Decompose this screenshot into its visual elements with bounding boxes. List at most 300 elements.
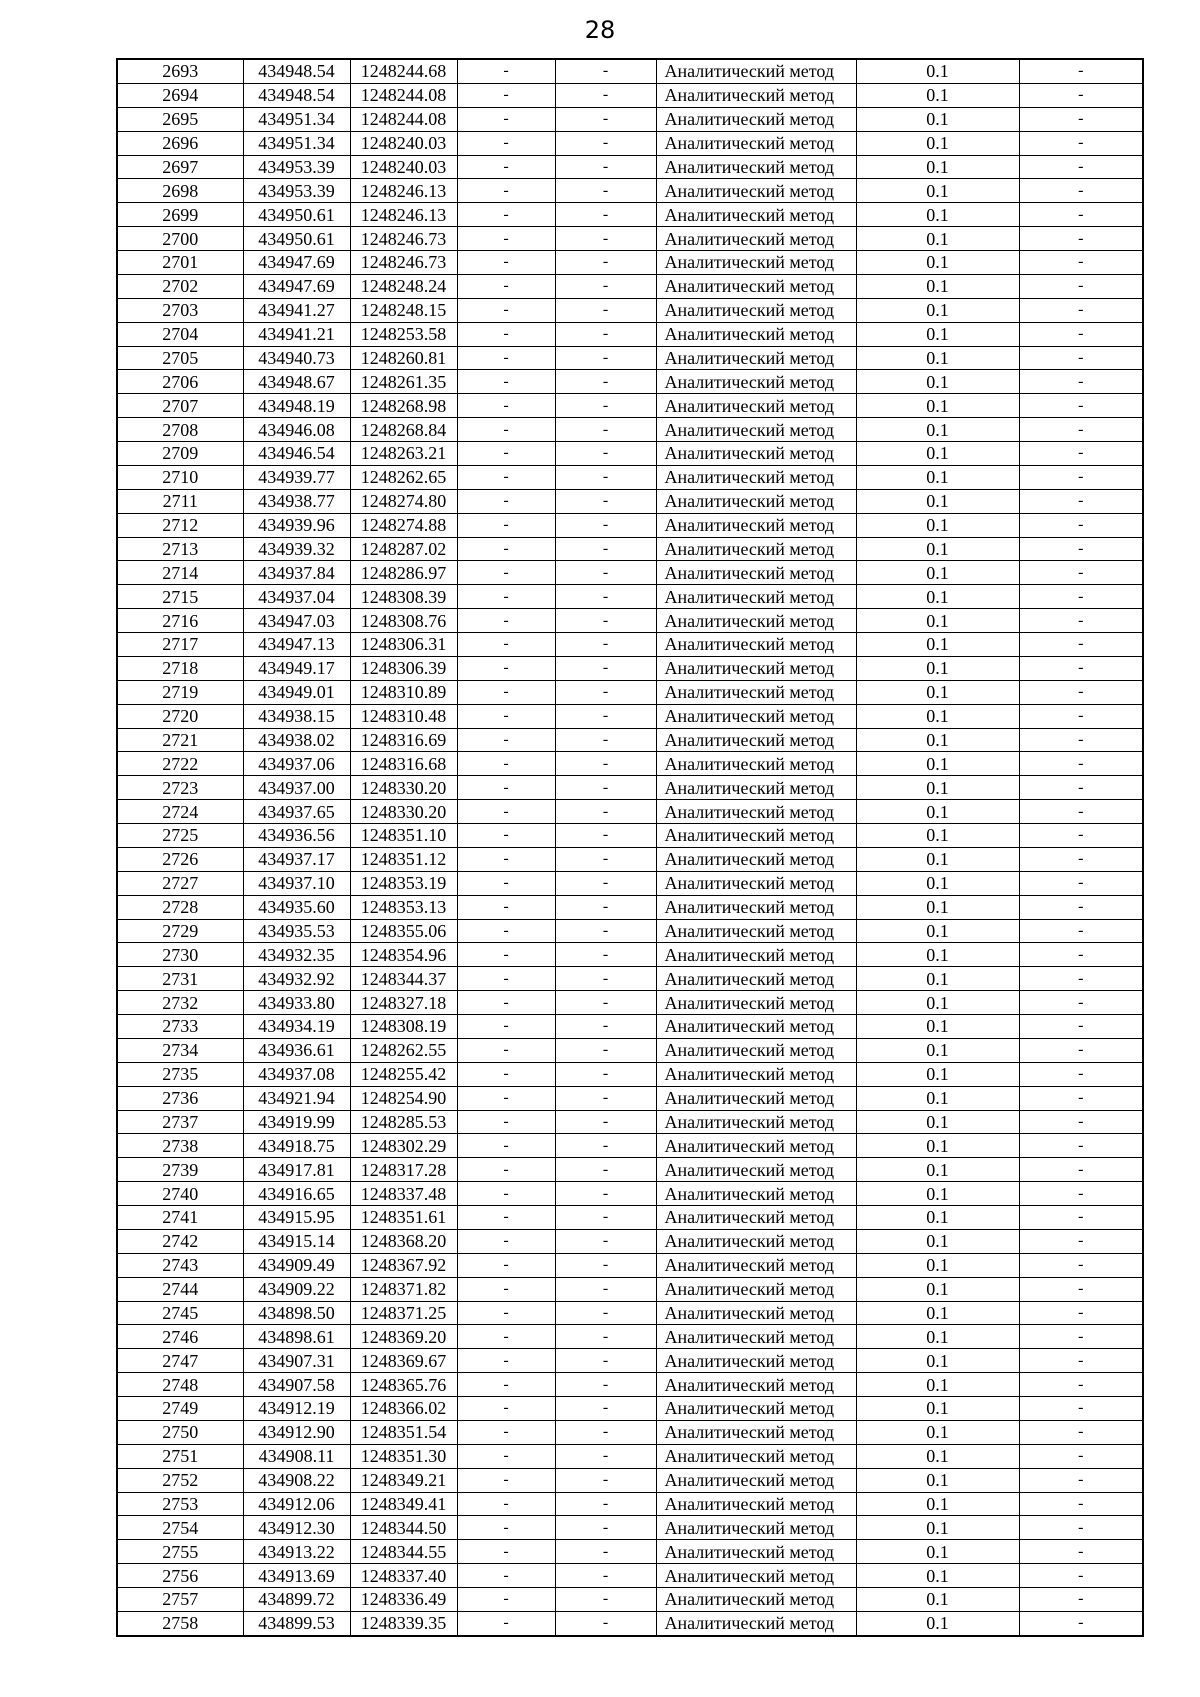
accuracy-cell: 0.1 <box>856 107 1019 131</box>
empty-value-cell: - <box>1019 418 1143 442</box>
method-cell: Аналитический метод <box>656 1588 856 1612</box>
accuracy-cell: 0.1 <box>856 609 1019 633</box>
table-row <box>117 991 1143 1015</box>
point-number-cell: 2745 <box>117 1301 243 1325</box>
method-cell: Аналитический метод <box>656 465 856 489</box>
method-cell: Аналитический метод <box>656 1134 856 1158</box>
accuracy-cell: 0.1 <box>856 537 1019 561</box>
empty-value-cell: - <box>457 824 555 848</box>
empty-value-cell: - <box>1019 1444 1143 1468</box>
table-row <box>117 1253 1143 1277</box>
empty-value-cell: - <box>1019 656 1143 680</box>
accuracy-cell: 0.1 <box>856 251 1019 275</box>
method-cell: Аналитический метод <box>656 704 856 728</box>
point-number-cell: 2709 <box>117 442 243 466</box>
table-row <box>117 274 1143 298</box>
point-number-cell: 2731 <box>117 967 243 991</box>
empty-value-cell: - <box>1019 1253 1143 1277</box>
y-coordinate-cell: 1248263.21 <box>350 442 457 466</box>
point-number-cell: 2707 <box>117 394 243 418</box>
empty-value-cell: - <box>555 704 656 728</box>
y-coordinate-cell: 1248371.25 <box>350 1301 457 1325</box>
table-row <box>117 59 1143 83</box>
point-number-cell: 2724 <box>117 800 243 824</box>
empty-value-cell: - <box>1019 609 1143 633</box>
method-cell: Аналитический метод <box>656 1564 856 1588</box>
x-coordinate-cell: 434937.00 <box>243 776 350 800</box>
table-row <box>117 322 1143 346</box>
accuracy-cell: 0.1 <box>856 1516 1019 1540</box>
x-coordinate-cell: 434935.60 <box>243 895 350 919</box>
empty-value-cell: - <box>457 967 555 991</box>
accuracy-cell: 0.1 <box>856 895 1019 919</box>
method-cell: Аналитический метод <box>656 1086 856 1110</box>
empty-value-cell: - <box>555 1611 656 1636</box>
x-coordinate-cell: 434918.75 <box>243 1134 350 1158</box>
method-cell: Аналитический метод <box>656 609 856 633</box>
table-row <box>117 251 1143 275</box>
method-cell: Аналитический метод <box>656 1229 856 1253</box>
method-cell: Аналитический метод <box>656 561 856 585</box>
method-cell: Аналитический метод <box>656 633 856 657</box>
empty-value-cell: - <box>555 800 656 824</box>
accuracy-cell: 0.1 <box>856 346 1019 370</box>
empty-value-cell: - <box>1019 1062 1143 1086</box>
x-coordinate-cell: 434937.84 <box>243 561 350 585</box>
empty-value-cell: - <box>1019 1110 1143 1134</box>
empty-value-cell: - <box>555 967 656 991</box>
table-row <box>117 800 1143 824</box>
x-coordinate-cell: 434939.32 <box>243 537 350 561</box>
x-coordinate-cell: 434936.56 <box>243 824 350 848</box>
x-coordinate-cell: 434948.67 <box>243 370 350 394</box>
y-coordinate-cell: 1248368.20 <box>350 1229 457 1253</box>
empty-value-cell: - <box>457 1158 555 1182</box>
table-row <box>117 1158 1143 1182</box>
table-row <box>117 465 1143 489</box>
table-row <box>117 131 1143 155</box>
y-coordinate-cell: 1248262.65 <box>350 465 457 489</box>
table-row <box>117 1588 1143 1612</box>
table-row <box>117 1086 1143 1110</box>
empty-value-cell: - <box>1019 1277 1143 1301</box>
empty-value-cell: - <box>555 1301 656 1325</box>
accuracy-cell: 0.1 <box>856 1229 1019 1253</box>
point-number-cell: 2717 <box>117 633 243 657</box>
empty-value-cell: - <box>555 251 656 275</box>
x-coordinate-cell: 434899.53 <box>243 1611 350 1636</box>
empty-value-cell: - <box>457 1564 555 1588</box>
point-number-cell: 2734 <box>117 1038 243 1062</box>
empty-value-cell: - <box>457 1516 555 1540</box>
table-row <box>117 1468 1143 1492</box>
y-coordinate-cell: 1248367.92 <box>350 1253 457 1277</box>
accuracy-cell: 0.1 <box>856 967 1019 991</box>
x-coordinate-cell: 434947.69 <box>243 274 350 298</box>
empty-value-cell: - <box>1019 680 1143 704</box>
method-cell: Аналитический метод <box>656 656 856 680</box>
x-coordinate-cell: 434932.92 <box>243 967 350 991</box>
accuracy-cell: 0.1 <box>856 131 1019 155</box>
accuracy-cell: 0.1 <box>856 1373 1019 1397</box>
x-coordinate-cell: 434949.17 <box>243 656 350 680</box>
empty-value-cell: - <box>457 609 555 633</box>
page-number: 28 <box>584 16 616 44</box>
x-coordinate-cell: 434915.95 <box>243 1206 350 1230</box>
point-number-cell: 2703 <box>117 298 243 322</box>
empty-value-cell: - <box>1019 1038 1143 1062</box>
table-row <box>117 919 1143 943</box>
empty-value-cell: - <box>555 1182 656 1206</box>
point-number-cell: 2696 <box>117 131 243 155</box>
empty-value-cell: - <box>555 1158 656 1182</box>
y-coordinate-cell: 1248246.73 <box>350 251 457 275</box>
empty-value-cell: - <box>457 370 555 394</box>
empty-value-cell: - <box>457 346 555 370</box>
method-cell: Аналитический метод <box>656 871 856 895</box>
method-cell: Аналитический метод <box>656 1277 856 1301</box>
accuracy-cell: 0.1 <box>856 274 1019 298</box>
x-coordinate-cell: 434912.30 <box>243 1516 350 1540</box>
empty-value-cell: - <box>1019 1086 1143 1110</box>
x-coordinate-cell: 434947.69 <box>243 251 350 275</box>
empty-value-cell: - <box>457 1492 555 1516</box>
x-coordinate-cell: 434908.22 <box>243 1468 350 1492</box>
empty-value-cell: - <box>457 943 555 967</box>
y-coordinate-cell: 1248337.40 <box>350 1564 457 1588</box>
empty-value-cell: - <box>555 1468 656 1492</box>
x-coordinate-cell: 434937.10 <box>243 871 350 895</box>
table-row <box>117 633 1143 657</box>
x-coordinate-cell: 434916.65 <box>243 1182 350 1206</box>
table-row <box>117 370 1143 394</box>
empty-value-cell: - <box>457 442 555 466</box>
point-number-cell: 2748 <box>117 1373 243 1397</box>
point-number-cell: 2729 <box>117 919 243 943</box>
y-coordinate-cell: 1248351.54 <box>350 1420 457 1444</box>
empty-value-cell: - <box>555 1253 656 1277</box>
method-cell: Аналитический метод <box>656 179 856 203</box>
empty-value-cell: - <box>555 203 656 227</box>
empty-value-cell: - <box>555 1325 656 1349</box>
empty-value-cell: - <box>555 227 656 251</box>
y-coordinate-cell: 1248344.50 <box>350 1516 457 1540</box>
empty-value-cell: - <box>1019 752 1143 776</box>
empty-value-cell: - <box>555 394 656 418</box>
table-row <box>117 1062 1143 1086</box>
accuracy-cell: 0.1 <box>856 418 1019 442</box>
x-coordinate-cell: 434899.72 <box>243 1588 350 1612</box>
empty-value-cell: - <box>1019 1301 1143 1325</box>
accuracy-cell: 0.1 <box>856 1564 1019 1588</box>
y-coordinate-cell: 1248308.76 <box>350 609 457 633</box>
y-coordinate-cell: 1248310.48 <box>350 704 457 728</box>
empty-value-cell: - <box>555 1206 656 1230</box>
method-cell: Аналитический метод <box>656 59 856 83</box>
empty-value-cell: - <box>555 131 656 155</box>
point-number-cell: 2736 <box>117 1086 243 1110</box>
y-coordinate-cell: 1248316.69 <box>350 728 457 752</box>
empty-value-cell: - <box>1019 943 1143 967</box>
point-number-cell: 2728 <box>117 895 243 919</box>
accuracy-cell: 0.1 <box>856 847 1019 871</box>
empty-value-cell: - <box>457 1611 555 1636</box>
method-cell: Аналитический метод <box>656 847 856 871</box>
table-row <box>117 418 1143 442</box>
y-coordinate-cell: 1248302.29 <box>350 1134 457 1158</box>
table-row <box>117 155 1143 179</box>
method-cell: Аналитический метод <box>656 418 856 442</box>
method-cell: Аналитический метод <box>656 1182 856 1206</box>
y-coordinate-cell: 1248351.10 <box>350 824 457 848</box>
empty-value-cell: - <box>1019 1134 1143 1158</box>
empty-value-cell: - <box>1019 155 1143 179</box>
x-coordinate-cell: 434941.21 <box>243 322 350 346</box>
empty-value-cell: - <box>1019 704 1143 728</box>
accuracy-cell: 0.1 <box>856 1301 1019 1325</box>
y-coordinate-cell: 1248366.02 <box>350 1397 457 1421</box>
empty-value-cell: - <box>457 633 555 657</box>
empty-value-cell: - <box>555 1420 656 1444</box>
y-coordinate-cell: 1248285.53 <box>350 1110 457 1134</box>
y-coordinate-cell: 1248268.84 <box>350 418 457 442</box>
empty-value-cell: - <box>555 871 656 895</box>
method-cell: Аналитический метод <box>656 895 856 919</box>
empty-value-cell: - <box>555 1038 656 1062</box>
empty-value-cell: - <box>1019 585 1143 609</box>
table-row <box>117 537 1143 561</box>
empty-value-cell: - <box>457 919 555 943</box>
accuracy-cell: 0.1 <box>856 1277 1019 1301</box>
empty-value-cell: - <box>457 179 555 203</box>
empty-value-cell: - <box>1019 537 1143 561</box>
y-coordinate-cell: 1248327.18 <box>350 991 457 1015</box>
point-number-cell: 2747 <box>117 1349 243 1373</box>
x-coordinate-cell: 434934.19 <box>243 1015 350 1039</box>
table-row <box>117 943 1143 967</box>
x-coordinate-cell: 434949.01 <box>243 680 350 704</box>
method-cell: Аналитический метод <box>656 1206 856 1230</box>
empty-value-cell: - <box>1019 919 1143 943</box>
table-row <box>117 609 1143 633</box>
x-coordinate-cell: 434917.81 <box>243 1158 350 1182</box>
empty-value-cell: - <box>457 1468 555 1492</box>
accuracy-cell: 0.1 <box>856 1182 1019 1206</box>
empty-value-cell: - <box>457 1397 555 1421</box>
empty-value-cell: - <box>555 895 656 919</box>
x-coordinate-cell: 434951.34 <box>243 107 350 131</box>
accuracy-cell: 0.1 <box>856 1492 1019 1516</box>
table-row <box>117 394 1143 418</box>
empty-value-cell: - <box>555 561 656 585</box>
empty-value-cell: - <box>555 179 656 203</box>
table-row <box>117 585 1143 609</box>
empty-value-cell: - <box>1019 1420 1143 1444</box>
empty-value-cell: - <box>555 1015 656 1039</box>
y-coordinate-cell: 1248244.68 <box>350 59 457 83</box>
method-cell: Аналитический метод <box>656 943 856 967</box>
point-number-cell: 2737 <box>117 1110 243 1134</box>
empty-value-cell: - <box>555 1373 656 1397</box>
empty-value-cell: - <box>555 370 656 394</box>
y-coordinate-cell: 1248246.73 <box>350 227 457 251</box>
empty-value-cell: - <box>1019 895 1143 919</box>
table-row <box>117 298 1143 322</box>
point-number-cell: 2733 <box>117 1015 243 1039</box>
empty-value-cell: - <box>555 1516 656 1540</box>
x-coordinate-cell: 434939.77 <box>243 465 350 489</box>
empty-value-cell: - <box>457 1277 555 1301</box>
empty-value-cell: - <box>555 83 656 107</box>
empty-value-cell: - <box>1019 776 1143 800</box>
y-coordinate-cell: 1248274.80 <box>350 489 457 513</box>
accuracy-cell: 0.1 <box>856 465 1019 489</box>
y-coordinate-cell: 1248310.89 <box>350 680 457 704</box>
empty-value-cell: - <box>555 1492 656 1516</box>
empty-value-cell: - <box>457 800 555 824</box>
accuracy-cell: 0.1 <box>856 1325 1019 1349</box>
method-cell: Аналитический метод <box>656 1444 856 1468</box>
table-row <box>117 442 1143 466</box>
empty-value-cell: - <box>457 895 555 919</box>
empty-value-cell: - <box>457 489 555 513</box>
empty-value-cell: - <box>555 537 656 561</box>
point-number-cell: 2714 <box>117 561 243 585</box>
table-row <box>117 1564 1143 1588</box>
empty-value-cell: - <box>457 1253 555 1277</box>
table-row <box>117 752 1143 776</box>
accuracy-cell: 0.1 <box>856 991 1019 1015</box>
empty-value-cell: - <box>1019 394 1143 418</box>
point-number-cell: 2750 <box>117 1420 243 1444</box>
empty-value-cell: - <box>457 1038 555 1062</box>
accuracy-cell: 0.1 <box>856 728 1019 752</box>
method-cell: Аналитический метод <box>656 1253 856 1277</box>
empty-value-cell: - <box>457 561 555 585</box>
x-coordinate-cell: 434946.54 <box>243 442 350 466</box>
empty-value-cell: - <box>457 394 555 418</box>
y-coordinate-cell: 1248365.76 <box>350 1373 457 1397</box>
point-number-cell: 2698 <box>117 179 243 203</box>
empty-value-cell: - <box>1019 107 1143 131</box>
empty-value-cell: - <box>555 991 656 1015</box>
empty-value-cell: - <box>555 298 656 322</box>
empty-value-cell: - <box>1019 561 1143 585</box>
method-cell: Аналитический метод <box>656 1038 856 1062</box>
table-row <box>117 107 1143 131</box>
method-cell: Аналитический метод <box>656 489 856 513</box>
empty-value-cell: - <box>457 203 555 227</box>
method-cell: Аналитический метод <box>656 513 856 537</box>
y-coordinate-cell: 1248344.37 <box>350 967 457 991</box>
method-cell: Аналитический метод <box>656 537 856 561</box>
empty-value-cell: - <box>1019 1540 1143 1564</box>
y-coordinate-cell: 1248351.30 <box>350 1444 457 1468</box>
empty-value-cell: - <box>555 919 656 943</box>
table-row <box>117 83 1143 107</box>
empty-value-cell: - <box>555 1540 656 1564</box>
empty-value-cell: - <box>555 1110 656 1134</box>
y-coordinate-cell: 1248261.35 <box>350 370 457 394</box>
accuracy-cell: 0.1 <box>856 155 1019 179</box>
point-number-cell: 2743 <box>117 1253 243 1277</box>
empty-value-cell: - <box>1019 83 1143 107</box>
x-coordinate-cell: 434921.94 <box>243 1086 350 1110</box>
table-row <box>117 179 1143 203</box>
y-coordinate-cell: 1248286.97 <box>350 561 457 585</box>
empty-value-cell: - <box>457 847 555 871</box>
empty-value-cell: - <box>1019 59 1143 83</box>
point-number-cell: 2713 <box>117 537 243 561</box>
empty-value-cell: - <box>1019 442 1143 466</box>
empty-value-cell: - <box>1019 1564 1143 1588</box>
x-coordinate-cell: 434898.50 <box>243 1301 350 1325</box>
empty-value-cell: - <box>1019 513 1143 537</box>
x-coordinate-cell: 434947.03 <box>243 609 350 633</box>
empty-value-cell: - <box>1019 322 1143 346</box>
point-number-cell: 2694 <box>117 83 243 107</box>
x-coordinate-cell: 434938.02 <box>243 728 350 752</box>
point-number-cell: 2699 <box>117 203 243 227</box>
empty-value-cell: - <box>555 465 656 489</box>
point-number-cell: 2701 <box>117 251 243 275</box>
method-cell: Аналитический метод <box>656 1492 856 1516</box>
table-row <box>117 1373 1143 1397</box>
method-cell: Аналитический метод <box>656 394 856 418</box>
y-coordinate-cell: 1248268.98 <box>350 394 457 418</box>
empty-value-cell: - <box>555 59 656 83</box>
x-coordinate-cell: 434915.14 <box>243 1229 350 1253</box>
method-cell: Аналитический метод <box>656 1110 856 1134</box>
point-number-cell: 2735 <box>117 1062 243 1086</box>
empty-value-cell: - <box>1019 131 1143 155</box>
empty-value-cell: - <box>457 704 555 728</box>
empty-value-cell: - <box>1019 1325 1143 1349</box>
point-number-cell: 2715 <box>117 585 243 609</box>
table-row <box>117 847 1143 871</box>
accuracy-cell: 0.1 <box>856 1110 1019 1134</box>
empty-value-cell: - <box>555 1062 656 1086</box>
table-row <box>117 871 1143 895</box>
x-coordinate-cell: 434950.61 <box>243 203 350 227</box>
x-coordinate-cell: 434933.80 <box>243 991 350 1015</box>
table-row <box>117 656 1143 680</box>
point-number-cell: 2726 <box>117 847 243 871</box>
point-number-cell: 2744 <box>117 1277 243 1301</box>
accuracy-cell: 0.1 <box>856 1611 1019 1636</box>
method-cell: Аналитический метод <box>656 1468 856 1492</box>
y-coordinate-cell: 1248260.81 <box>350 346 457 370</box>
empty-value-cell: - <box>555 585 656 609</box>
empty-value-cell: - <box>1019 1158 1143 1182</box>
x-coordinate-cell: 434898.61 <box>243 1325 350 1349</box>
method-cell: Аналитический метод <box>656 1015 856 1039</box>
empty-value-cell: - <box>555 776 656 800</box>
empty-value-cell: - <box>457 752 555 776</box>
x-coordinate-cell: 434909.22 <box>243 1277 350 1301</box>
empty-value-cell: - <box>457 1373 555 1397</box>
method-cell: Аналитический метод <box>656 83 856 107</box>
accuracy-cell: 0.1 <box>856 704 1019 728</box>
method-cell: Аналитический метод <box>656 1158 856 1182</box>
point-number-cell: 2749 <box>117 1397 243 1421</box>
empty-value-cell: - <box>457 656 555 680</box>
x-coordinate-cell: 434937.65 <box>243 800 350 824</box>
empty-value-cell: - <box>457 59 555 83</box>
accuracy-cell: 0.1 <box>856 1397 1019 1421</box>
x-coordinate-cell: 434950.61 <box>243 227 350 251</box>
empty-value-cell: - <box>1019 227 1143 251</box>
